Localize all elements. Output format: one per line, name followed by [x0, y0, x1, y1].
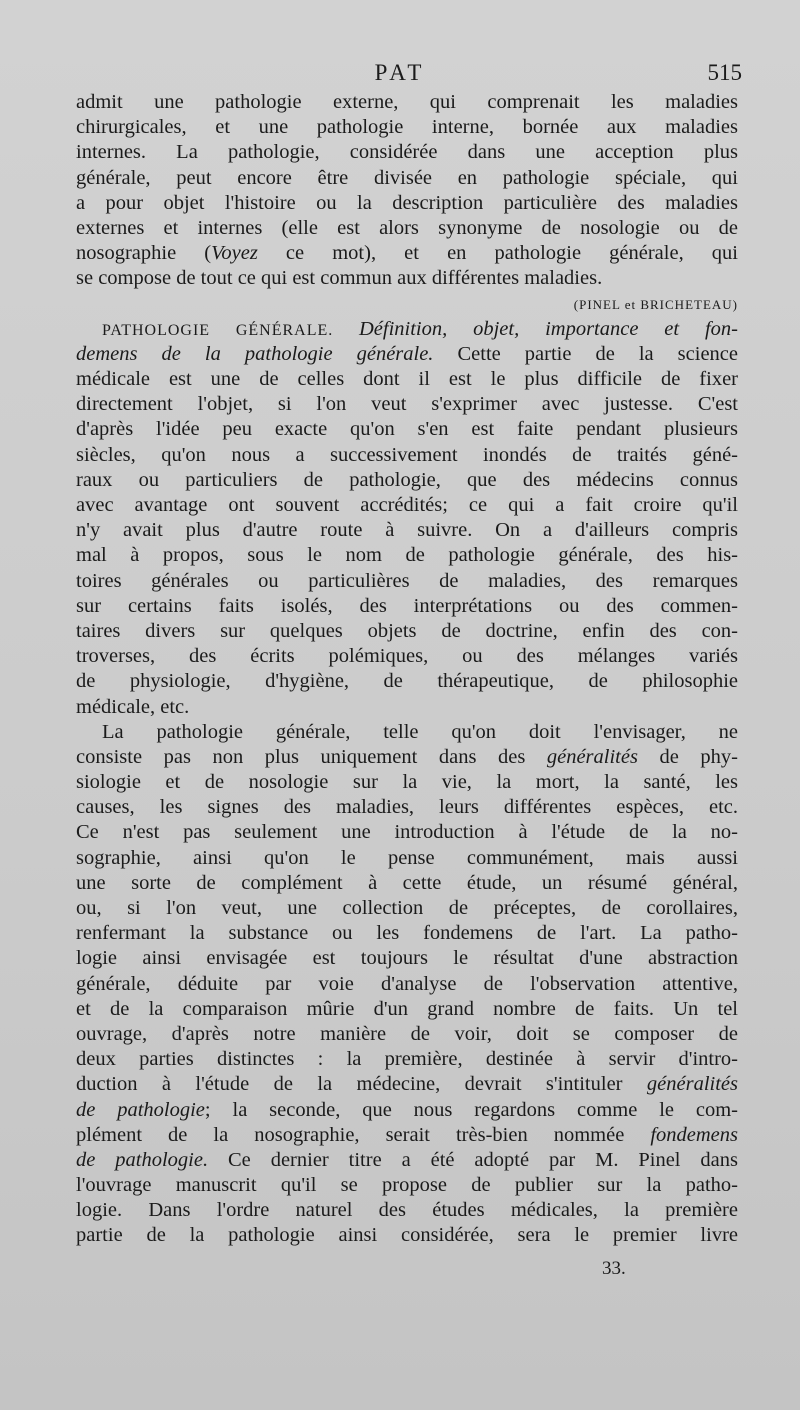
text-line — [76, 997, 738, 1022]
text-line — [76, 443, 738, 468]
text-line — [76, 720, 738, 745]
text-segment: logie. Dans l'ordre naturel des études médicales, la première — [76, 1199, 738, 1222]
text-line — [76, 1098, 738, 1123]
text-segment: ouvrage, d'après notre manière de voir, doit se composer de — [76, 1022, 738, 1045]
text-line — [76, 619, 738, 644]
text-segment: ce mot), et en pathologie générale, qui — [257, 242, 738, 265]
text-segment: sographie, ainsi qu'on le pense communément, mais aussi — [76, 846, 738, 869]
text-segment: Ce n'est pas seulement une introduction à l'étude de la no- — [76, 821, 738, 844]
text-segment: logie ainsi envisagée est toujours le résultat d'une abstraction — [76, 947, 738, 970]
text-segment: et de la comparaison mûrie d'un grand nombre de faits. Un tel — [76, 997, 738, 1020]
text-segment: Voyez — [211, 242, 258, 265]
text-segment: ; la seconde, que nous regardons comme le com- — [204, 1098, 738, 1121]
text-segment: avec avantage ont souvent accrédités; ce qui a fait croire qu'il — [76, 494, 738, 516]
text-segment: l'ouvrage manuscrit qu'il se propose de publier sur la patho- — [76, 1174, 738, 1197]
text-line — [76, 493, 738, 518]
text-line — [76, 594, 738, 619]
text-line — [76, 1022, 738, 1047]
text-line — [76, 342, 738, 367]
text-segment: de physiologie, d'hygiène, de thérapeutique, de philosophie — [76, 670, 738, 693]
text-line — [76, 846, 738, 871]
text-line — [76, 795, 738, 820]
text-line — [76, 1173, 738, 1198]
text-segment: fondemens — [650, 1123, 738, 1146]
text-line — [76, 669, 738, 694]
text-segment: internes. La pathologie, considérée dans une acception plus — [76, 141, 738, 164]
text-line — [76, 266, 738, 291]
body-text — [76, 90, 738, 1249]
text-line — [76, 90, 738, 115]
text-line — [76, 972, 738, 997]
text-line — [76, 695, 738, 720]
text-line — [76, 392, 738, 417]
text-segment: sur certains faits isolés, des interprétations ou des commen- — [76, 594, 738, 617]
text-line — [76, 191, 738, 216]
text-segment: directement l'objet, si l'on veut s'exprimer avec justesse. C'est — [76, 393, 738, 416]
text-segment: généralités — [646, 1073, 738, 1096]
text-segment: demens de la pathologie générale. — [76, 342, 434, 365]
text-segment: taires divers sur quelques objets de doctrine, enfin des con- — [76, 619, 738, 642]
text-segment: admit une pathologie externe, qui comprenait les maladies — [76, 91, 738, 113]
text-segment: partie de la pathologie ainsi considérée, sera le premier livre — [76, 1224, 738, 1247]
text-segment: (PINEL et BRICHETEAU) — [573, 296, 738, 312]
page-number: 515 — [707, 60, 742, 85]
text-line — [76, 518, 738, 543]
text-line — [76, 166, 738, 191]
text-line — [76, 543, 738, 568]
text-line — [76, 871, 738, 896]
text-line — [76, 1047, 738, 1072]
text-line — [76, 216, 738, 241]
running-header — [0, 60, 800, 90]
text-line — [76, 921, 738, 946]
text-segment: de pathologie. — [76, 1148, 209, 1171]
text-segment: se compose de tout ce qui est commun aux différentes maladies. — [76, 267, 603, 290]
text-line — [76, 1198, 738, 1223]
text-segment: Ce dernier titre a été adopté par M. Pinel dans — [208, 1148, 738, 1171]
signature-mark: 33. — [602, 1258, 626, 1279]
text-segment: siologie et de nosologie sur la vie, la mort, la santé, les — [76, 771, 738, 794]
text-line — [76, 569, 738, 594]
text-segment: PATHOLOGIE GÉNÉRALE. — [102, 321, 359, 339]
text-line — [76, 317, 738, 342]
text-segment: plément de la nosographie, serait très-bien nommée — [76, 1123, 651, 1146]
text-segment: n'y avait plus d'autre route à suivre. On a d'ailleurs compris — [76, 519, 738, 542]
text-segment: de pathologie — [76, 1098, 205, 1121]
text-segment: toires générales ou particulières de maladies, des remarques — [76, 569, 738, 592]
text-line — [76, 140, 738, 165]
text-segment: siècles, qu'on nous a successivement inondés de traités géné- — [76, 443, 738, 466]
text-segment: générale, peut encore être divisée en pathologie spéciale, qui — [76, 166, 738, 189]
text-line — [76, 770, 738, 795]
text-segment: duction à l'étude de la médecine, devrait s'intituler — [76, 1073, 647, 1096]
text-segment: d'après l'idée peu exacte qu'on s'en est faite pendant plusieurs — [76, 418, 738, 441]
running-title: PAT — [374, 60, 426, 85]
text-segment: Définition, objet, importance et fon- — [358, 317, 738, 340]
text-line — [76, 292, 738, 317]
text-segment: médicale est une de celles dont il est le plus difficile de fixer — [76, 368, 738, 391]
text-line — [76, 468, 738, 493]
text-line — [76, 644, 738, 669]
text-segment: généralités — [546, 745, 638, 768]
text-segment: de phy- — [637, 745, 738, 768]
text-line — [76, 820, 738, 845]
text-segment: deux parties distinctes : la première, destinée à servir d'intro- — [76, 1048, 738, 1071]
text-segment: nosographie ( — [76, 242, 212, 265]
text-segment: ou, si l'on veut, une collection de préceptes, de corollaires, — [76, 897, 738, 919]
text-line — [76, 115, 738, 140]
text-segment: raux ou particuliers de pathologie, que des médecins connus — [76, 468, 738, 491]
text-segment: externes et internes (elle est alors synonyme de nosologie ou de — [76, 216, 738, 239]
text-line — [76, 241, 738, 266]
text-segment: a pour objet l'histoire ou la description particulière des maladies — [76, 191, 738, 214]
text-segment: générale, déduite par voie d'analyse de l'observation attentive, — [76, 972, 738, 995]
text-segment: renfermant la substance ou les fondemens de l'art. La patho- — [76, 922, 738, 945]
text-line — [76, 1123, 738, 1148]
text-line — [76, 745, 738, 770]
text-line — [76, 417, 738, 442]
text-segment: une sorte de complément à cette étude, un résumé général, — [76, 871, 738, 894]
text-segment: Cette partie de la science — [433, 342, 738, 365]
text-segment: troverses, des écrits polémiques, ou des mélanges variés — [76, 645, 738, 668]
text-segment: La pathologie générale, telle qu'on doit l'envisager, ne — [102, 720, 738, 743]
text-line — [76, 1072, 738, 1097]
text-segment: chirurgicales, et une pathologie interne, bornée aux maladies — [76, 116, 738, 139]
text-segment: causes, les signes des maladies, leurs différentes espèces, etc. — [76, 796, 738, 819]
text-segment: mal à propos, sous le nom de pathologie générale, des his- — [76, 544, 738, 567]
text-line — [76, 1223, 738, 1248]
text-segment: consiste pas non plus uniquement dans des — [76, 745, 547, 768]
text-line — [76, 367, 738, 392]
text-segment: médicale, etc. — [76, 695, 190, 718]
text-line — [76, 896, 738, 921]
text-line — [76, 946, 738, 971]
text-line — [76, 1148, 738, 1173]
